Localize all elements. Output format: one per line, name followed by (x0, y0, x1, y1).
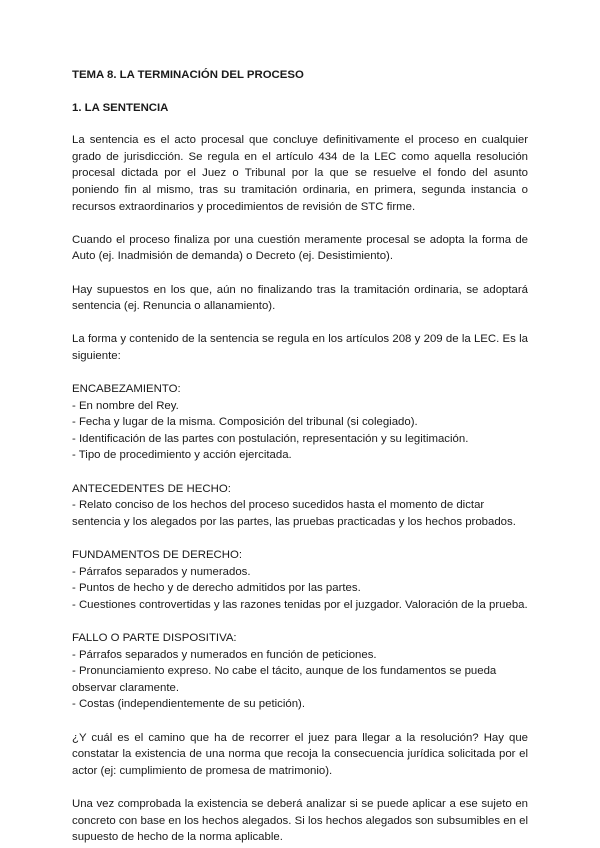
list-item: - Costas (independientemente de su petición). (72, 698, 306, 711)
list-fallo (72, 630, 528, 713)
list-item: - En nombre del Rey. (72, 399, 179, 412)
list-item: - Pronunciamiento expreso. No cabe el tácito, aunque de los fundamentos se pueda observar claramente. (72, 665, 497, 694)
paragraph-subsuncion: Una vez comprobada la existencia se deberá analizar si se puede aplicar a ese sujeto en concreto con base en los hechos alegados. Si los hechos alegados son subsumibles en el supuesto de hecho de la norma aplicable. (72, 797, 528, 844)
document-title: TEMA 8. LA TERMINACIÓN DEL PROCESO (72, 69, 304, 81)
list-item: - Cuestiones controvertidas y las razones tenidas por el juzgador. Valoración de la prueba. (72, 598, 528, 611)
list-title: FALLO O PARTE DISPOSITIVA: (72, 632, 237, 644)
list-item: - Párrafos separados y numerados. (72, 565, 251, 578)
list-item: - Puntos de hecho y de derecho admitidos por las partes. (72, 582, 361, 595)
paragraph-auto-decreto: Cuando el proceso finaliza por una cuestión meramente procesal se adopta la forma de Auto (ej. Inadmisión de demanda) o Decreto (ej. Desistimiento). (72, 233, 528, 263)
list-title: ENCABEZAMIENTO: (72, 383, 181, 396)
section-heading: 1. LA SENTENCIA (72, 101, 169, 114)
paragraph-camino-juez: ¿Y cuál es el camino que ha de recorrer el juez para llegar a la resolución? Hay que constatar la existencia de una norma que recoja la consecuencia jurídica solicitada por el actor (ej: cumplimiento de promesa de matrimonio). (72, 731, 528, 777)
list-title: ANTECEDENTES DE HECHO: (72, 482, 231, 495)
paragraph-forma-contenido: La forma y contenido de la sentencia se regula en los artículos 208 y 209 de la LEC. Es la siguiente: (72, 333, 528, 362)
list-encabezamiento (72, 381, 528, 464)
list-item: - Identificación de las partes con postulación, representación y su legitimación. (72, 432, 469, 445)
paragraph-supuestos: Hay supuestos en los que, aún no finalizando tras la tramitación ordinaria, se adoptará sentencia (ej. Renuncia o allanamiento). (72, 283, 528, 313)
paragraph-definition: La sentencia es el acto procesal que concluye definitivamente el proceso en cualquier grado de jurisdicción. Se regula en el artículo 434 de la LEC como aquella resolución procesal dictada por el Juez o Tribunal por la que se resuelve el fondo del asunto poniendo fin al mismo, tras su tramitación ordinaria, en primera, segunda instancia o recursos extraordinarios y procedimientos de revisión de STC firme. (72, 134, 528, 213)
list-fundamentos (72, 547, 528, 613)
list-antecedentes (72, 481, 528, 531)
list-item: - Tipo de procedimiento y acción ejercitada. (72, 449, 292, 462)
list-item: - Párrafos separados y numerados en función de peticiones. (72, 648, 377, 661)
list-item: - Relato conciso de los hechos del proceso sucedidos hasta el momento de dictar sentencia y los alegados por las partes, las pruebas practicadas y los hechos probados. (72, 499, 516, 528)
list-title: FUNDAMENTOS DE DERECHO: (72, 549, 243, 562)
list-item: - Fecha y lugar de la misma. Composición del tribunal (si colegiado). (72, 416, 418, 429)
